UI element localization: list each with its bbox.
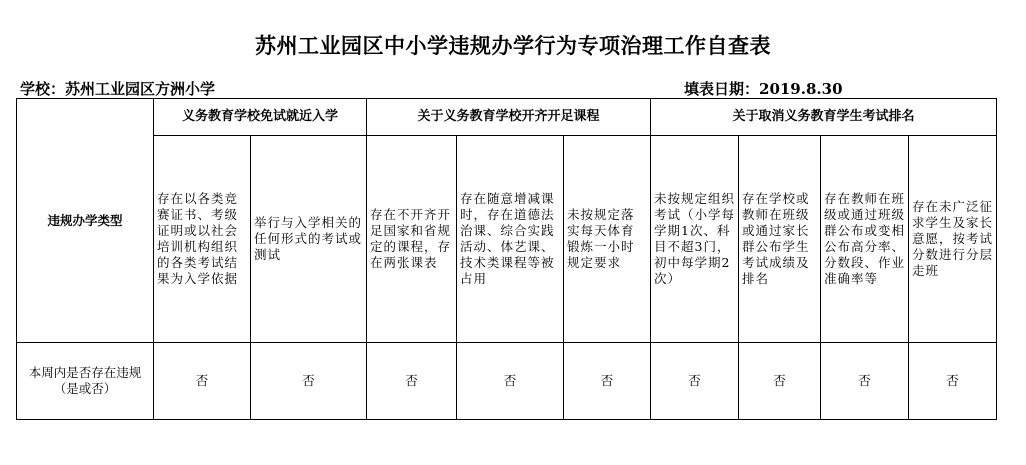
self-check-table [16,98,997,420]
answer-cell: 否 [821,343,909,420]
answer-cell: 否 [154,343,251,420]
item-cell: 举行与入学相关的任何形式的考试或测试 [251,136,367,343]
item-cell: 未按规定落实每天体育锻炼一小时规定要求 [564,136,651,343]
row-header-violation-type: 违规办学类型 [17,99,154,343]
item-cell: 存在以各类竞赛证书、考级证明或以社会培训机构组织的各类考试结果为入学依据 [154,136,251,343]
group-header-admission: 义务教育学校免试就近入学 [154,99,367,136]
page-title: 苏州工业园区中小学违规办学行为专项治理工作自查表 [255,34,771,58]
item-cell: 存在不开齐开足国家和省规定的课程，存在两张课表 [367,136,457,343]
item-cell: 存在随意增减课时，存在道德法治课、综合实践活动、体艺课、技术类课程等被占用 [457,136,564,343]
answer-cell: 否 [457,343,564,420]
fill-date: 填表日期：2019.8.30 [684,80,843,98]
item-cell: 存在教师在班级或通过班级群公布或变相公布高分率、分数段、作业准确率等 [821,136,909,343]
group-header-ranking: 关于取消义务教育学生考试排名 [651,99,997,136]
answer-cell: 否 [367,343,457,420]
school-name: 学校：苏州工业园区方洲小学 [20,80,216,98]
answer-cell: 否 [564,343,651,420]
item-cell: 未按规定组织考试（小学每学期1次、科目不超3门，初中每学期2次） [651,136,739,343]
answer-cell: 否 [909,343,997,420]
row-header-this-week: 本周内是否存在违规（是或否） [17,343,154,420]
item-cell: 存在未广泛征求学生及家长意愿，按考试分数进行分层走班 [909,136,997,343]
answer-cell: 否 [739,343,821,420]
item-cell: 存在学校或教师在班级或通过家长群公布学生考试成绩及排名 [739,136,821,343]
answer-cell: 否 [651,343,739,420]
answer-cell: 否 [251,343,367,420]
group-header-curriculum: 关于义务教育学校开齐开足课程 [367,99,651,136]
